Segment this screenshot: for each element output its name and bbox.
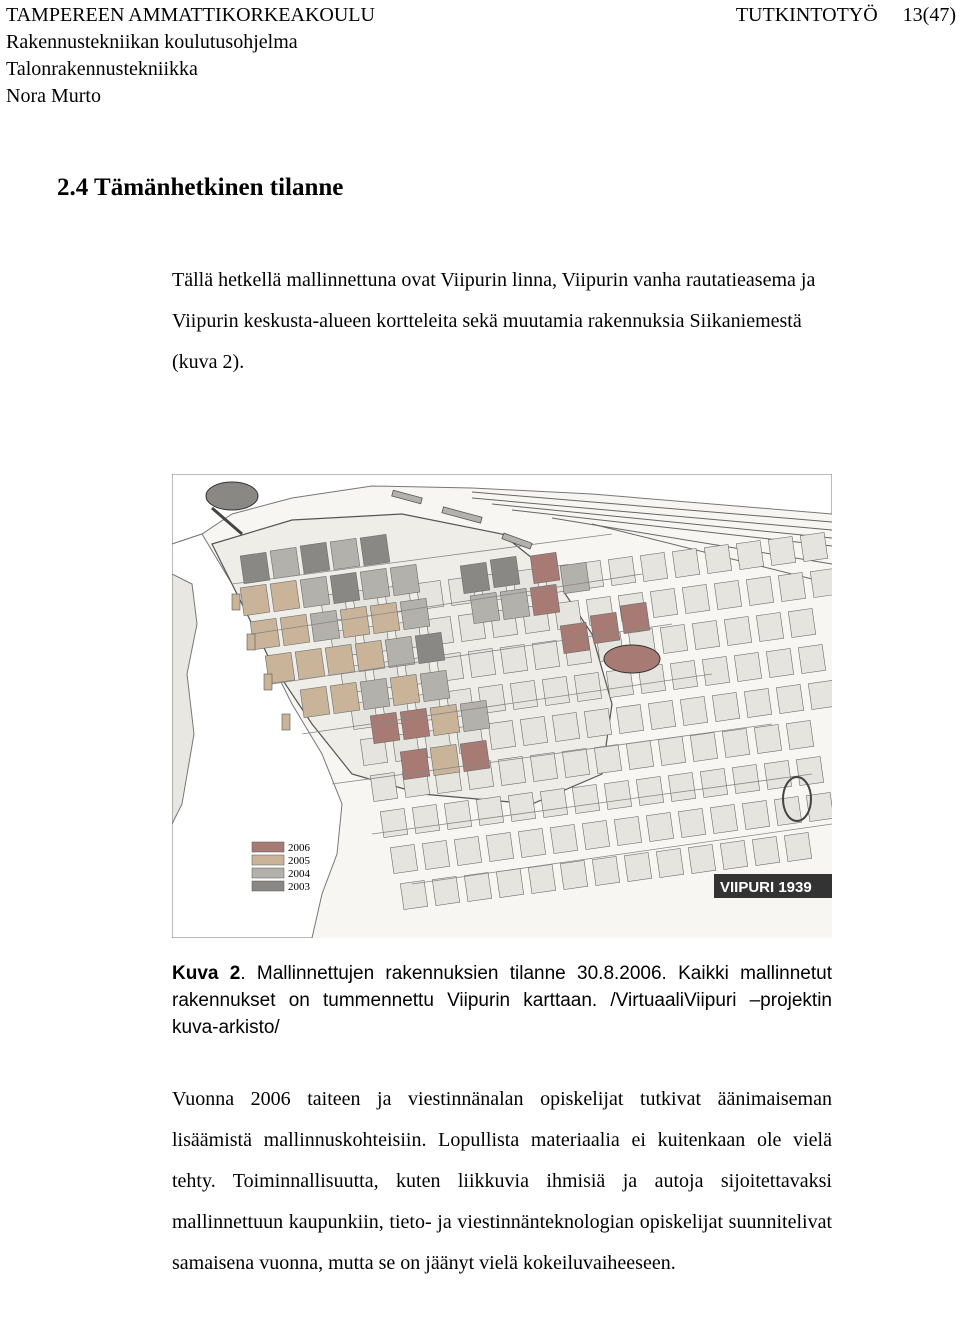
legend-swatch — [252, 881, 284, 891]
intro-paragraph: Tällä hetkellä mallinnettuna ovat Viipurin linna, Viipurin vanha rautatieasema ja Viipurin keskusta-alueen kortteleita sekä muutamia rakennuksia Siikaniemestä (kuva 2). — [172, 269, 816, 373]
modelled-block — [400, 748, 430, 779]
city-block — [412, 804, 439, 833]
city-block — [604, 780, 631, 809]
modelled-block — [240, 552, 270, 583]
city-block — [670, 660, 697, 689]
city-block — [496, 868, 523, 897]
city-block — [764, 760, 791, 789]
city-block — [714, 580, 741, 609]
city-block — [488, 720, 515, 749]
legend-year: 2006 — [288, 842, 310, 854]
city-block — [530, 752, 557, 781]
modelled-block — [360, 568, 390, 599]
modelled-building-large — [604, 645, 660, 673]
modelled-block — [360, 678, 390, 709]
specialisation-name: Talonrakennustekniikka — [6, 58, 198, 80]
modelled-block — [240, 584, 270, 615]
legend-swatch — [252, 868, 284, 878]
city-block — [592, 856, 619, 885]
city-block — [766, 648, 793, 677]
city-block — [746, 576, 773, 605]
map-stamp-text: VIIPURI 1939 — [720, 879, 812, 896]
city-block — [626, 740, 653, 769]
city-block — [540, 788, 567, 817]
legend-swatch — [252, 842, 284, 852]
city-block — [614, 816, 641, 845]
page-number: 13(47) — [902, 4, 956, 26]
city-block — [796, 756, 823, 785]
city-block — [572, 784, 599, 813]
city-block — [788, 608, 815, 637]
modelled-block — [620, 602, 650, 633]
modelled-block — [460, 700, 490, 731]
modelled-block — [370, 712, 400, 743]
modelled-block — [360, 534, 390, 565]
city-block — [768, 536, 795, 565]
city-block — [560, 860, 587, 889]
modelled-block — [430, 704, 460, 735]
city-block — [668, 772, 695, 801]
modelled-block — [560, 562, 590, 593]
city-block — [786, 720, 813, 749]
modelled-block — [390, 564, 420, 595]
city-block — [518, 828, 545, 857]
city-map-figure — [172, 474, 832, 938]
city-block — [720, 840, 747, 869]
city-block — [508, 792, 535, 821]
city-block — [752, 836, 779, 865]
city-block — [608, 556, 635, 585]
city-block — [692, 620, 719, 649]
institution-name: TAMPEREEN AMMATTIKORKEAKOULU — [6, 4, 375, 26]
city-block — [594, 744, 621, 773]
modelled-block — [500, 588, 530, 619]
modelled-block — [270, 580, 300, 611]
city-block — [672, 548, 699, 577]
city-block — [550, 824, 577, 853]
legend-year: 2003 — [288, 881, 310, 893]
city-block — [380, 808, 407, 837]
city-block — [648, 700, 675, 729]
city-block — [776, 684, 803, 713]
city-block — [422, 840, 449, 869]
modelled-block — [400, 708, 430, 739]
city-block — [390, 844, 417, 873]
modelled-block — [300, 576, 330, 607]
modelled-block — [300, 542, 330, 573]
city-block — [754, 724, 781, 753]
city-block — [798, 644, 825, 673]
modelled-block — [530, 552, 560, 583]
viipuri-map — [172, 474, 832, 938]
modelled-block — [430, 744, 460, 775]
legend-year: 2005 — [288, 855, 310, 867]
city-block — [682, 584, 709, 613]
city-block — [710, 804, 737, 833]
figure-caption — [172, 960, 832, 1041]
city-block — [454, 836, 481, 865]
caption-label: Kuva 2 — [172, 963, 241, 984]
modelled-block — [490, 556, 520, 587]
city-block — [688, 844, 715, 873]
programme-name: Rakennustekniikan koulutusohjelma — [6, 31, 298, 53]
city-block — [616, 704, 643, 733]
city-block — [808, 680, 832, 709]
city-block — [584, 708, 611, 737]
city-block — [756, 612, 783, 641]
modelled-block — [460, 562, 490, 593]
city-block — [520, 716, 547, 745]
city-block — [658, 736, 685, 765]
city-block — [744, 688, 771, 717]
page-header — [6, 2, 956, 110]
city-block — [528, 864, 555, 893]
modelled-block — [470, 592, 500, 623]
castle-island — [206, 482, 258, 510]
city-block — [678, 808, 705, 837]
legend-year: 2004 — [288, 868, 310, 880]
city-block — [660, 624, 687, 653]
city-block — [542, 676, 569, 705]
city-block — [574, 672, 601, 701]
modelled-block — [460, 740, 490, 771]
city-block — [784, 832, 811, 861]
document-type: TUTKINTOTYÖ — [735, 4, 878, 26]
city-block — [704, 544, 731, 573]
modelled-block — [390, 674, 420, 705]
caption-text: . Mallinnettujen rakennuksien tilanne 30.8.2006. Kaikki mallinnetut rakennukset on tummennettu Viipurin karttaan. /VirtuaaliViipuri –projektin kuva-arkisto/ — [172, 963, 832, 1038]
modelled-block — [420, 670, 450, 701]
modelled-block — [270, 547, 300, 578]
modelled-block — [560, 622, 590, 653]
city-block — [486, 832, 513, 861]
city-block — [646, 812, 673, 841]
city-block — [552, 712, 579, 741]
author-name: Nora Murto — [6, 85, 101, 107]
modelled-block — [340, 606, 370, 637]
city-block — [680, 696, 707, 725]
city-block — [732, 764, 759, 793]
modelled-block — [330, 682, 360, 713]
city-block — [562, 748, 589, 777]
city-block — [800, 532, 827, 561]
modelled-block — [355, 640, 385, 671]
modelled-block — [400, 598, 430, 629]
city-block — [476, 796, 503, 825]
city-block — [700, 768, 727, 797]
city-block — [444, 800, 471, 829]
modelled-block — [370, 602, 400, 633]
city-block — [400, 880, 427, 909]
modelled-block — [300, 686, 330, 717]
city-block — [810, 568, 832, 597]
modelled-block — [280, 614, 310, 645]
city-block — [742, 800, 769, 829]
city-block — [734, 652, 761, 681]
header-right — [736, 2, 956, 29]
city-block — [712, 692, 739, 721]
city-block — [778, 572, 805, 601]
city-block — [690, 732, 717, 761]
modelled-block — [325, 644, 355, 675]
section-heading: 2.4 Tämänhetkinen tilanne — [57, 174, 344, 201]
header-top-row — [6, 2, 956, 29]
modelled-block — [295, 648, 325, 679]
city-block — [702, 656, 729, 685]
city-block — [736, 540, 763, 569]
city-block — [510, 680, 537, 709]
city-block — [650, 588, 677, 617]
body-paragraph: Vuonna 2006 taiteen ja viestinnänalan opiskelijat tutkivat äänimaiseman lisäämistä mallinnuskohteisiin. Lopullista materiaalia ei kuitenkaan ole vielä tehty. Toiminnallisuutta, kuten liikkuvia ihmisiä ja autoja sijoitettavaksi mallinnettuun kaupunkiin, tieto- ja viestinnänteknologian opiskelijat suunnitelivat samaisena vuonna, mutta se on jäänyt vielä kokeiluvaiheeseen. — [172, 1088, 832, 1274]
modelled-block — [590, 612, 620, 643]
city-block — [624, 852, 651, 881]
modelled-block — [330, 538, 360, 569]
city-block — [640, 552, 667, 581]
city-block — [464, 872, 491, 901]
city-block — [724, 616, 751, 645]
city-block — [656, 848, 683, 877]
city-block — [722, 728, 749, 757]
city-block — [636, 776, 663, 805]
modelled-block — [310, 610, 340, 641]
city-block — [532, 640, 559, 669]
legend-swatch — [252, 855, 284, 865]
city-block — [582, 820, 609, 849]
modelled-block — [330, 572, 360, 603]
